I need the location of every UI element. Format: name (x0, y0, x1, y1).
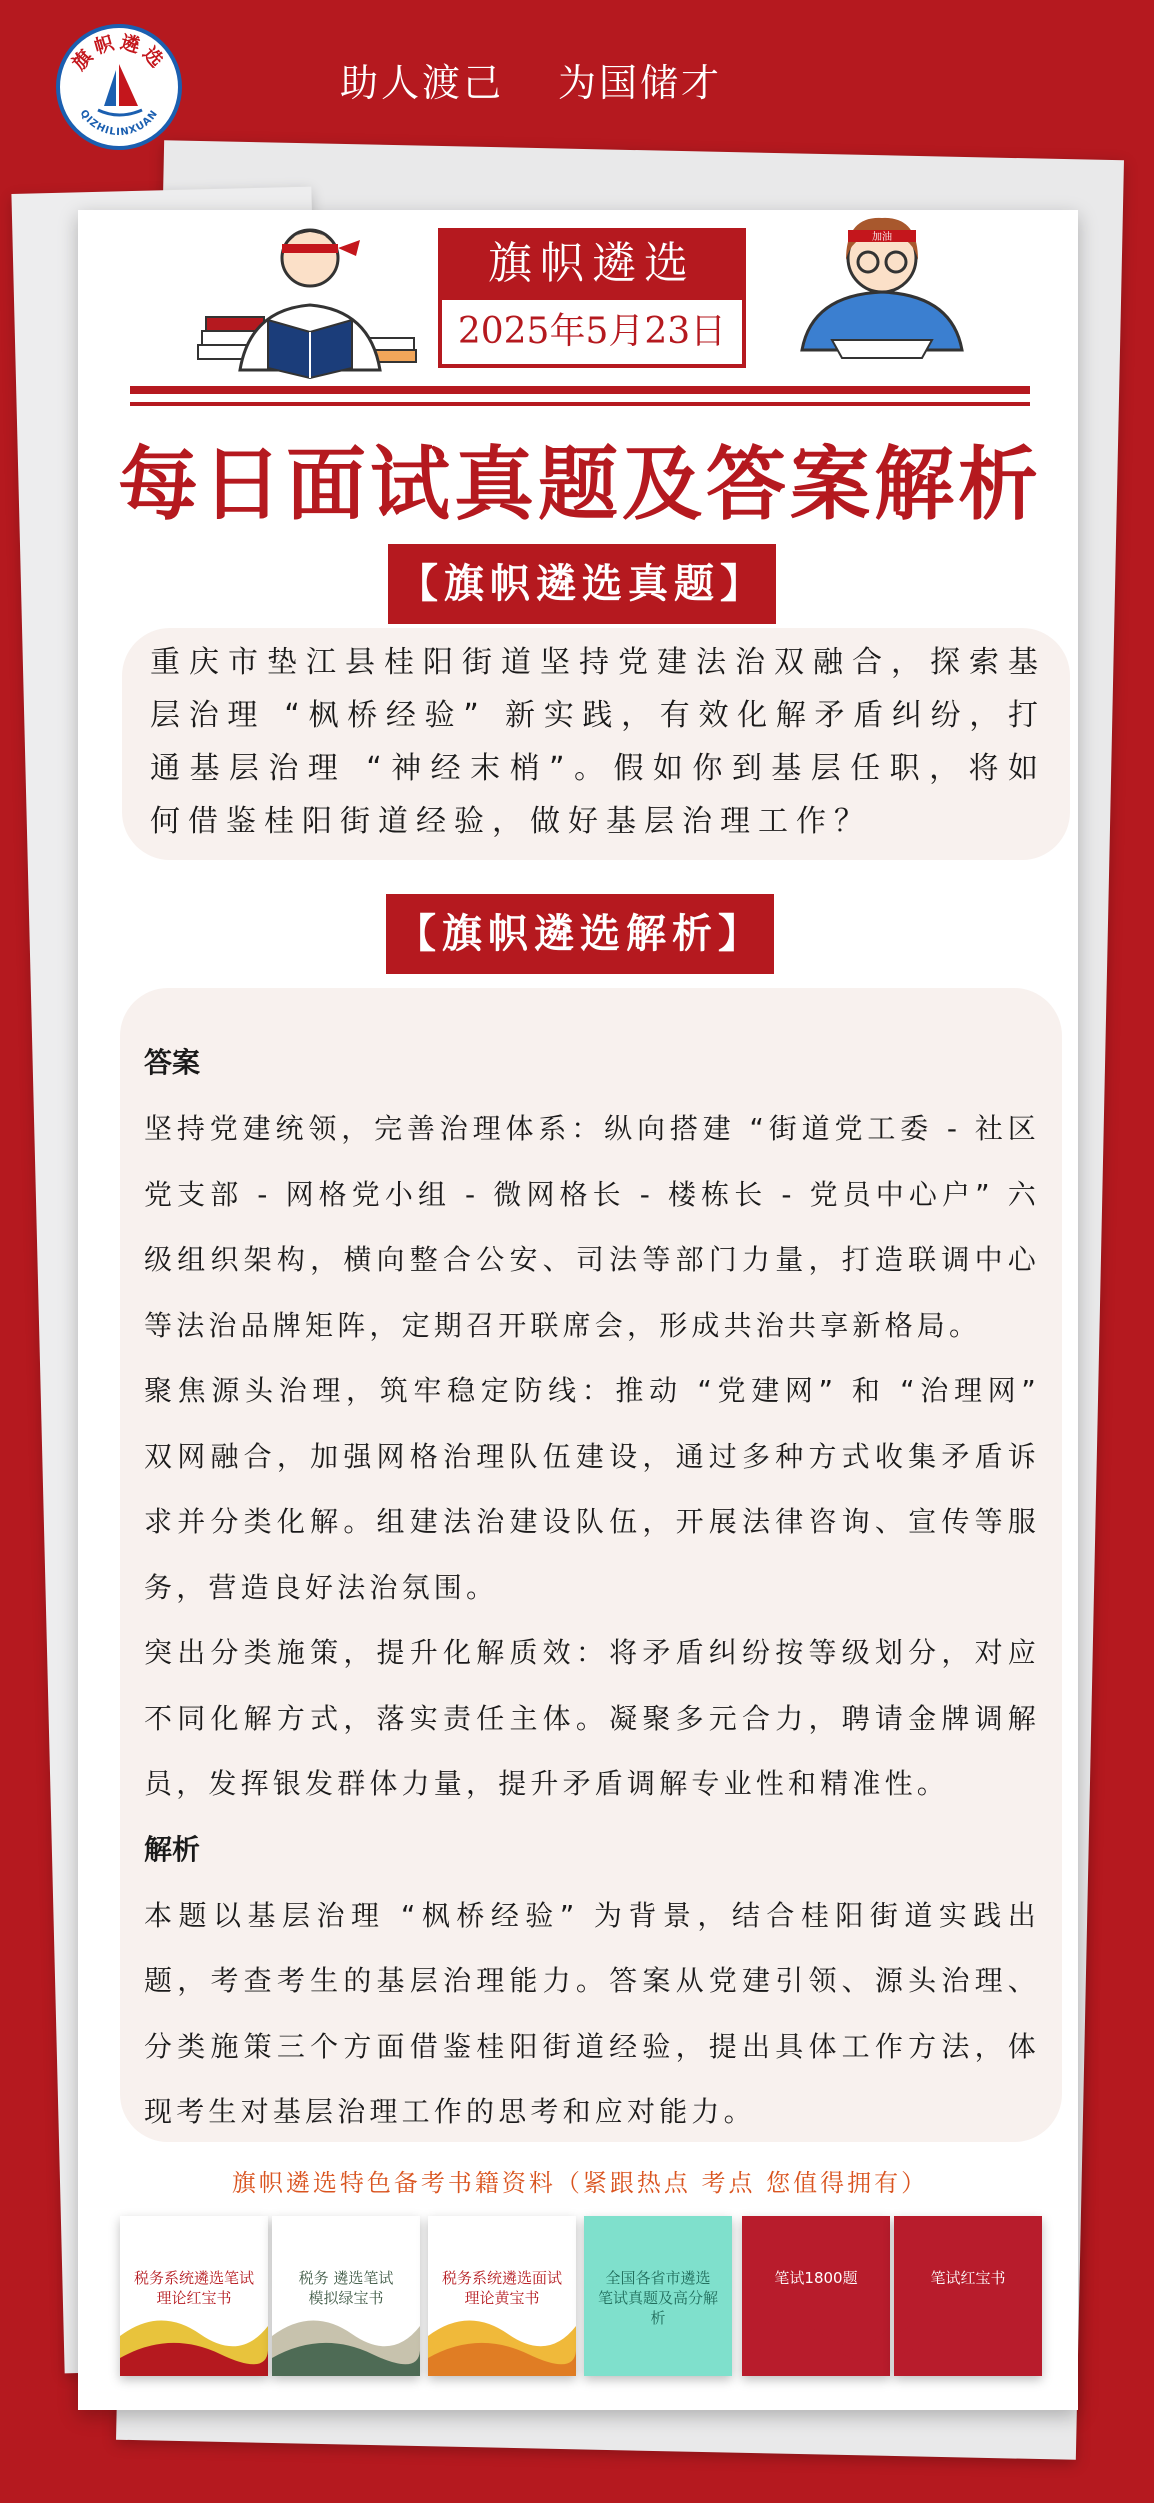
book-cover[interactable] (584, 2216, 732, 2376)
book-wave-decoration (120, 2306, 268, 2376)
book-wave-decoration (584, 2306, 732, 2376)
book-title: 税务 遴选笔试 模拟绿宝书 (298, 2269, 394, 2307)
svg-text:QIZHILINXUAN (77, 108, 160, 138)
book-title: 税务系统遴选面试 理论黄宝书 (441, 2269, 562, 2307)
answer-paragraph-2: 聚焦源头治理，筑牢稳定防线：推动 “党建网” 和 “治理网” 双网融合，加强网格治理队伍建设，通过多种方式收集矛盾诉求并分类化解。组建法治建设队伍，开展法律咨询、宣传等服务，营造良好法治氛围。 (144, 1374, 1040, 1604)
book-cover[interactable] (894, 2216, 1042, 2376)
book-cover[interactable] (120, 2216, 268, 2376)
book-title: 笔试1800题 (774, 2269, 858, 2287)
answer-paragraph-3: 突出分类施策，提升化解质效：将矛盾纠纷按等级划分，对应不同化解方式，落实责任主体。凝聚多元合力，聘请金牌调解员，发挥银发群体力量，提升矛盾调解专业性和精准性。 (144, 1636, 1040, 1800)
brand-logo (56, 24, 182, 150)
book-cover[interactable] (428, 2216, 576, 2376)
page-title: 每日面试真题及答案解析 (118, 438, 1042, 531)
slogan-part-1: 助人渡己 (340, 61, 505, 105)
book-wave-decoration (894, 2306, 1042, 2376)
analysis-tag: 【旗帜遴选解析】 (386, 894, 774, 974)
book-cover[interactable] (742, 2216, 890, 2376)
answer-paragraph-1: 坚持党建统领，完善治理体系：纵向搭建 “街道党工委 - 社区党支部 - 网格党小组 - 微网格长 - 楼栋长 - 党员中心户” 六级组织架构，横向整合公安、司法等部门力量，打造联调中心等法治品牌矩阵，定期召开联席会，形成共治共享新格局。 (144, 1112, 1040, 1342)
analysis-heading: 解析 (144, 1832, 201, 1866)
analysis-text: 本题以基层治理 “枫桥经验” 为背景，结合桂阳街道实践出题，考查考生的基层治理能力。答案从党建引领、源头治理、分类施策三个方面借鉴桂阳街道经验，提出具体工作方法，体现考生对基层治理工作的思考和应对能力。 (144, 1898, 1040, 2128)
question-text: 重庆市垫江县桂阳街道坚持党建法治双融合，探索基层治理 “枫桥经验” 新实践，有效化解矛盾纠纷，打通基层治理 “神经末梢”。假如你到基层任职，将如何借鉴桂阳街道经验，做好基层治理工作？ (150, 645, 1046, 839)
analysis-content (144, 1030, 1040, 2145)
brand-label: 旗帜遴选 (438, 228, 746, 300)
book-title: 税务系统遴选笔试 理论红宝书 (133, 2269, 254, 2307)
headband-text: 加油 (872, 232, 892, 243)
answer-heading: 答案 (144, 1046, 201, 1079)
sailboat-logo-icon (60, 28, 178, 146)
book-title: 笔试红宝书 (930, 2269, 1006, 2287)
question-tag: 【旗帜遴选真题】 (388, 544, 776, 624)
book-cover[interactable] (272, 2216, 420, 2376)
logo-text-bottom: QIZHILINXUAN (77, 108, 161, 139)
book-title: 全国各省市遴选 笔试真题及高分解析 (597, 2269, 718, 2327)
book-wave-decoration (428, 2306, 576, 2376)
header-rule-thick (130, 386, 1030, 394)
date-label: 2025年5月23日 (438, 296, 746, 368)
header-rule-thin (130, 402, 1030, 406)
book-wave-decoration (272, 2306, 420, 2376)
book-wave-decoration (742, 2306, 890, 2376)
slogan-part-2: 为国储才 (558, 61, 723, 105)
slogan (340, 52, 840, 107)
boy-reading-illustration (190, 200, 430, 390)
girl-studying-illustration (772, 200, 992, 360)
logo-text-top: 旗帜遴选 (68, 31, 170, 75)
promo-text: 旗帜遴选特色备考书籍资料（紧跟热点 考点 您值得拥有） (231, 2169, 929, 2197)
